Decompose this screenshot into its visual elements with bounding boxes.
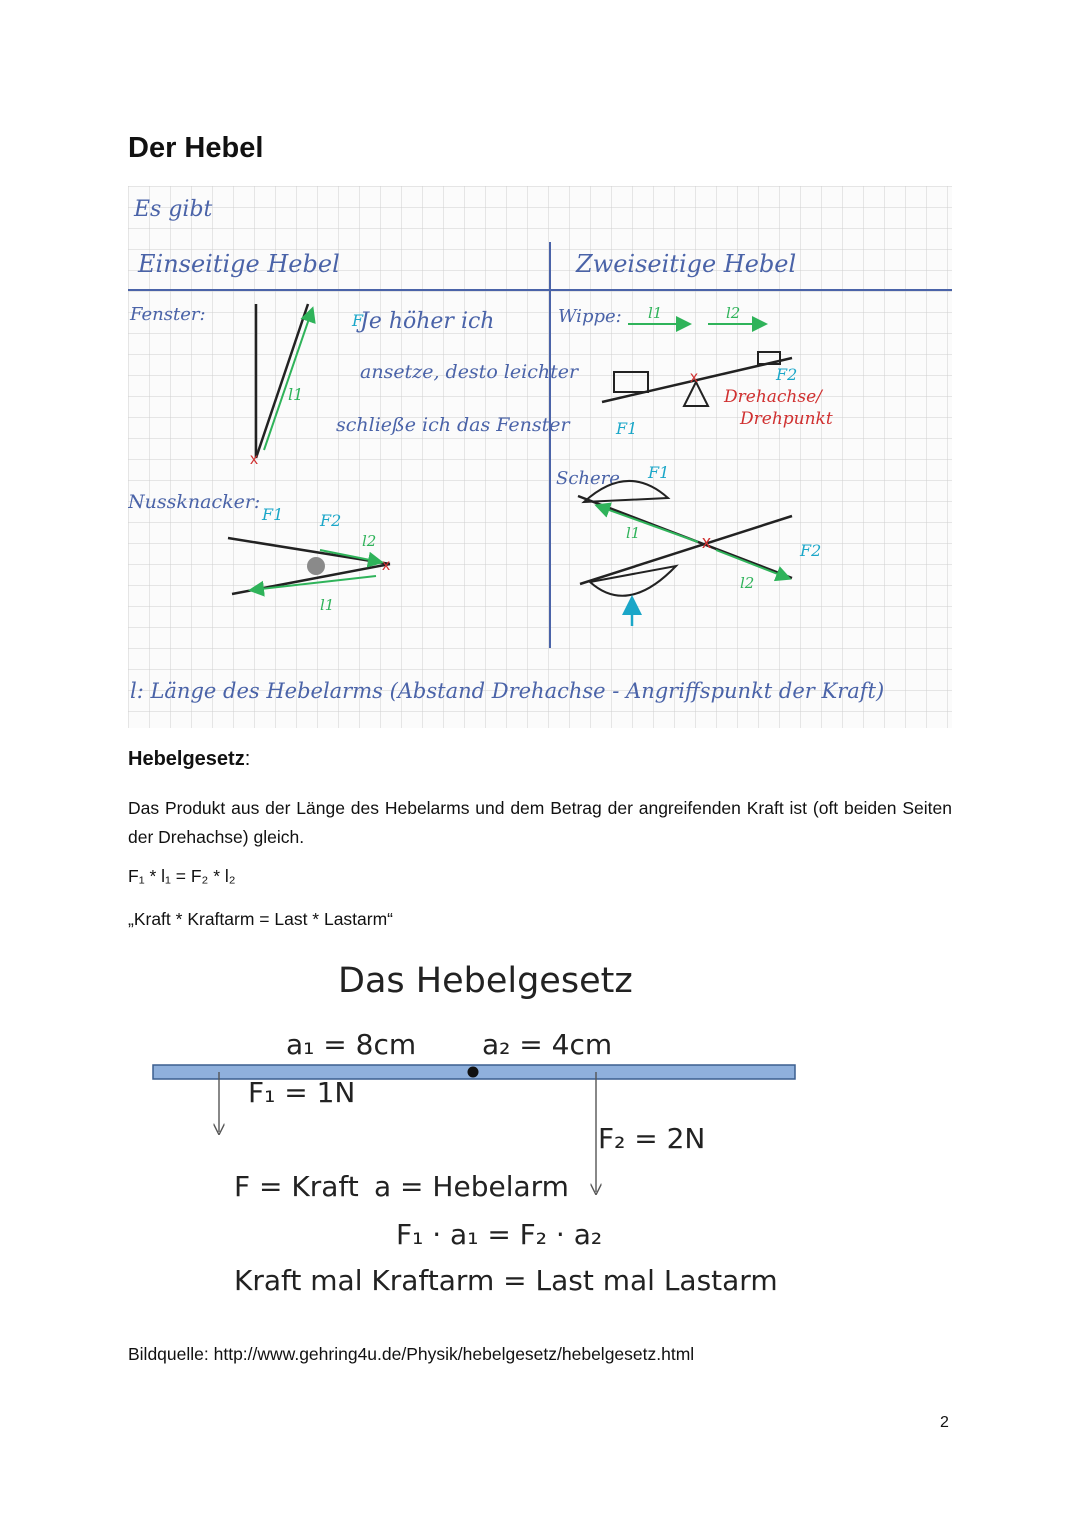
seesaw-f1-label: F1 xyxy=(616,419,638,438)
nutcracker-f2-label: F2 xyxy=(320,511,342,530)
page-number: 2 xyxy=(940,1414,949,1431)
law-quote: „Kraft * Kraftarm = Last * Lastarm“ xyxy=(128,909,394,929)
window-force-label: F xyxy=(352,311,364,330)
left-heading: Einseitige Hebel xyxy=(138,250,340,278)
seesaw-label: Wippe: xyxy=(558,306,622,327)
force-f2-label: F₂ = 2N xyxy=(598,1122,706,1155)
scissors-label: Schere xyxy=(556,468,620,489)
seesaw-l2-label: l2 xyxy=(726,304,741,322)
arm-a2-label: a₂ = 4cm xyxy=(482,1028,613,1061)
scissors-l2-label: l2 xyxy=(740,574,755,592)
window-pivot: x xyxy=(250,451,258,468)
scissors-l1-label: l1 xyxy=(626,524,641,542)
lever-sentence: Kraft mal Kraftarm = Last mal Lastarm xyxy=(234,1264,778,1297)
nutcracker-l2-label: l2 xyxy=(362,532,377,550)
law-formula: F₁ * l₁ = F₂ * l₂ xyxy=(128,866,236,886)
axis-label-2: Drehpunkt xyxy=(740,409,833,429)
scissors-f1-label: F1 xyxy=(648,463,670,482)
law-text: Das Produkt aus der Länge des Hebelarms und dem Betrag der angreifenden Kraft ist (oft beiden Seiten der Drehachse) gleich. xyxy=(128,798,952,847)
window-note-3: schließe ich das Fenster xyxy=(336,414,570,436)
nutcracker-f1-label: F1 xyxy=(262,505,284,524)
image-source: Bildquelle: http://www.gehring4u.de/Physik/hebelgesetz/hebelgesetz.html xyxy=(128,1344,695,1364)
arm-a1-label: a₁ = 8cm xyxy=(286,1028,417,1061)
sketch-legend: l: Länge des Hebelarms (Abstand Drehachse - Angriffspunkt der Kraft) xyxy=(130,679,885,703)
legend-force: F = Kraft xyxy=(234,1170,359,1203)
seesaw-pivot: x xyxy=(690,369,698,386)
seesaw-f2-label: F2 xyxy=(776,365,798,384)
window-arm-label: l1 xyxy=(288,385,304,404)
nutcracker-pivot: x xyxy=(382,557,390,574)
nutcracker-label: Nussknacker: xyxy=(128,491,261,513)
window-note-1: Je höher ich xyxy=(360,309,495,334)
window-note-2: ansetze, desto leichter xyxy=(360,361,579,383)
lever-pivot-icon xyxy=(468,1067,479,1078)
scissors-f2-label: F2 xyxy=(800,541,822,560)
law-heading: Hebelgesetz: xyxy=(128,748,251,770)
diagram-title: Das Hebelgesetz xyxy=(338,961,633,1001)
seesaw-l1-label: l1 xyxy=(648,304,663,322)
page-title: Der Hebel xyxy=(128,132,264,164)
axis-label-1: Drehachse/ xyxy=(724,387,822,407)
hebelgesetz-diagram xyxy=(140,950,820,1310)
window-label: Fenster: xyxy=(130,304,206,325)
nutcracker-l1-label: l1 xyxy=(320,596,335,614)
notebook-sketch xyxy=(128,186,952,728)
lever-equation: F₁ · a₁ = F₂ · a₂ xyxy=(396,1218,603,1251)
right-heading: Zweiseitige Hebel xyxy=(576,250,797,278)
force-f1-label: F₁ = 1N xyxy=(248,1076,356,1109)
nut-icon xyxy=(307,557,325,575)
legend-arm: a = Hebelarm xyxy=(374,1170,569,1203)
scissors-pivot: x xyxy=(702,532,711,552)
intro-text: Es gibt xyxy=(134,197,213,222)
